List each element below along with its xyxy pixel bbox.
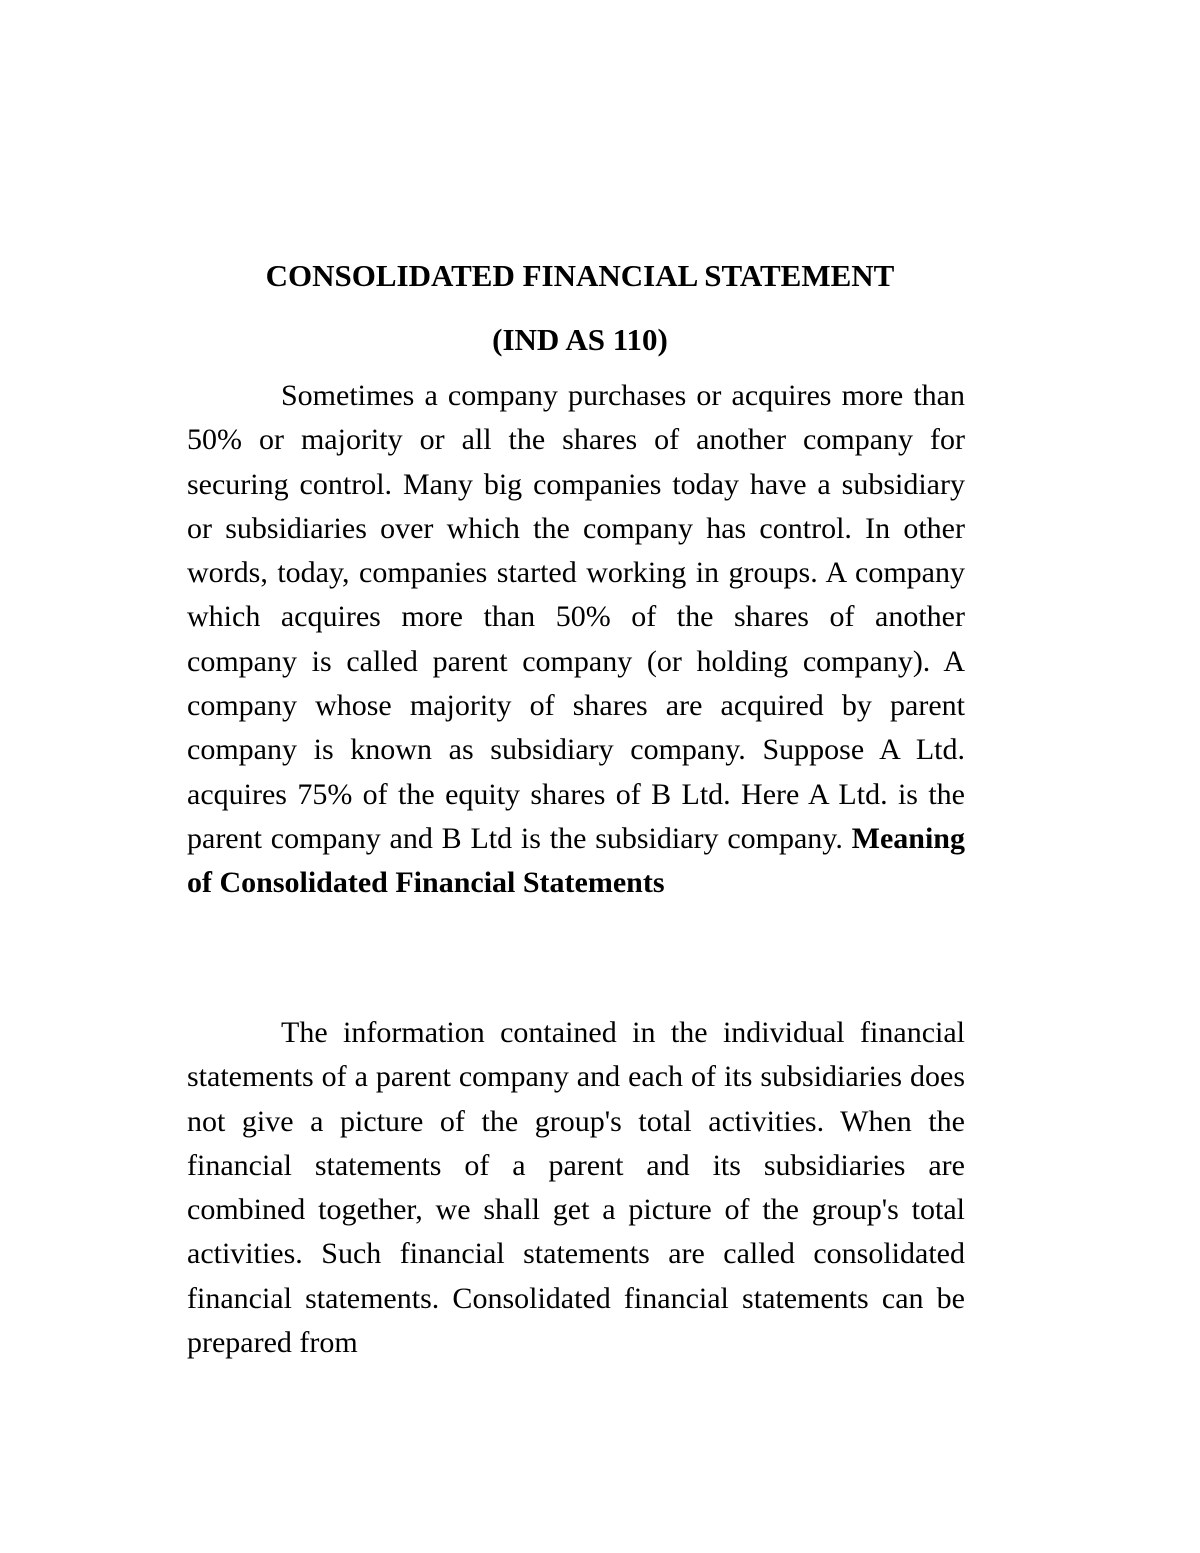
intro-paragraph	[187, 374, 965, 906]
document-subtitle: (IND AS 110)	[492, 322, 668, 357]
document-title: CONSOLIDATED FINANCIAL STATEMENT	[265, 258, 895, 293]
intro-paragraph-text: Sometimes a company purchases or acquires more than 50% or majority or all the shares of another company for securing control. Many big companies today have a subsidiary or subsidiaries over which the company has control. In other words, today, companies started working in groups. A company which acquires more than 50% of the shares of another company is called parent company (or holding company). A company whose majority of shares are acquired by parent company is known as subsidiary company. Suppose A Ltd. acquires 75% of the equity shares of B Ltd. Here A Ltd. is the parent company and B Ltd is the subsidiary company.	[187, 379, 965, 855]
meaning-paragraph: The information contained in the individual financial statements of a parent company and each of its subsidiaries does not give a picture of the group's total activities. When the financial statements of a parent and its subsidiaries are combined together, we shall get a picture of the group's total activities. Such financial statements are called consolidated financial statements. Consolidated financial statements can be prepared from	[187, 1016, 965, 1360]
section-heading: Meaning of Consolidated Financial Statements	[187, 821, 965, 900]
